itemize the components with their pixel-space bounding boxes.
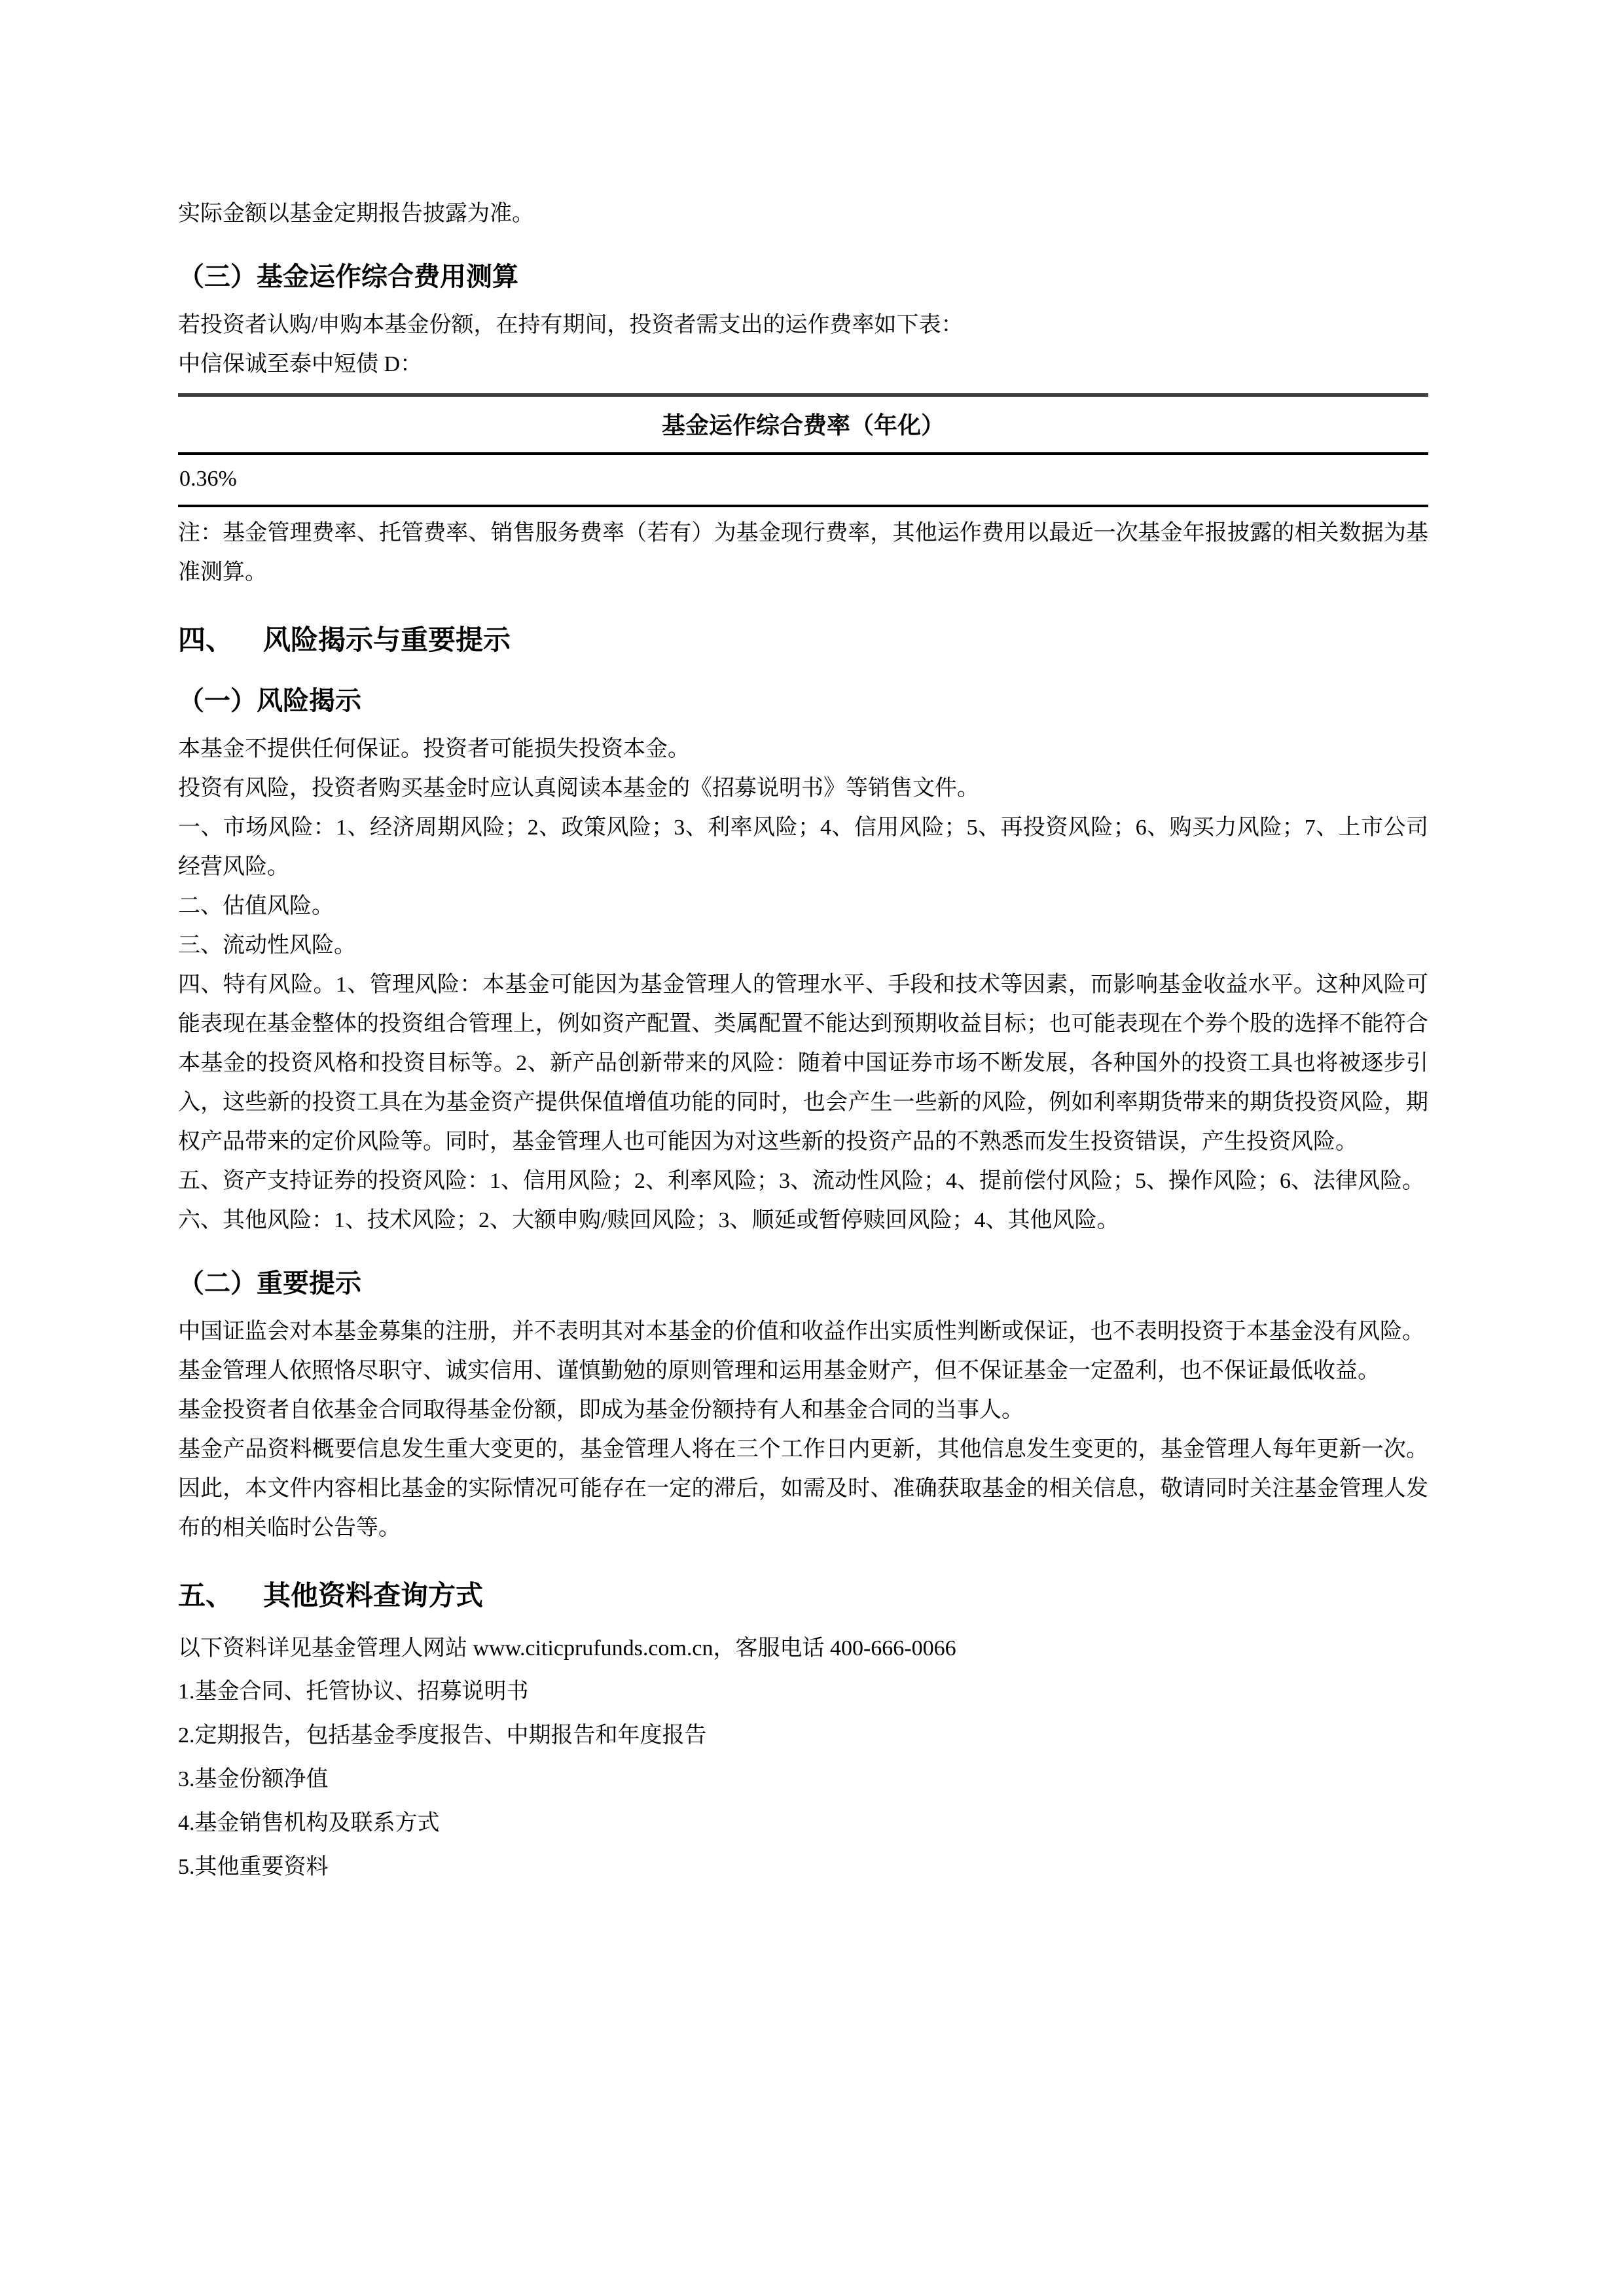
section5-title: 其他资料查询方式: [263, 1580, 484, 1611]
important-notice-heading: （二）重要提示: [178, 1269, 361, 1298]
section4-title: 风险揭示与重要提示: [263, 624, 511, 655]
risk-paragraph: 一、市场风险：1、经济周期风险；2、政策风险；3、利率风险；4、信用风险；5、再投资风险；6、购买力风险；7、上市公司经营风险。: [178, 816, 1428, 879]
risk-paragraph: 二、估值风险。: [178, 894, 334, 918]
fee-table-header-row: [178, 395, 1428, 454]
resource-item: 4.基金销售机构及联系方式: [178, 1811, 440, 1835]
fee-note: 注：基金管理费率、托管费率、销售服务费率（若有）为基金现行费率，其他运作费用以最近一次基金年报披露的相关数据为基准测算。: [178, 521, 1428, 584]
notice-paragraph: 中国证监会对本基金募集的注册，并不表明其对本基金的价值和收益作出实质性判断或保证，也不表明投资于本基金没有风险。: [178, 1319, 1424, 1344]
section3-heading: （三）基金运作综合费用测算: [178, 262, 518, 291]
contact-info-line: 以下资料详见基金管理人网站 www.citicprufunds.com.cn，客服电话 400-666-0066: [178, 1636, 956, 1660]
risk-paragraph: 本基金不提供任何保证。投资者可能损失投资本金。: [178, 737, 690, 761]
fee-table: [178, 393, 1428, 507]
notice-paragraph: 基金管理人依照恪尽职守、诚实信用、谨慎勤勉的原则管理和运用基金财产，但不保证基金一定盈利，也不保证最低收益。: [178, 1359, 1380, 1383]
risk-paragraph: 投资有风险，投资者购买基金时应认真阅读本基金的《招募说明书》等销售文件。: [178, 776, 979, 800]
fund-class-line: 中信保诚至泰中短债 D：: [178, 352, 423, 376]
fee-rate-header: 基金运作综合费率（年化）: [178, 395, 1428, 454]
resource-item: 1.基金合同、托管协议、招募说明书: [178, 1679, 529, 1704]
notice-paragraph: 基金产品资料概要信息发生重大变更的，基金管理人将在三个工作日内更新，其他信息发生变更的，基金管理人每年更新一次。因此，本文件内容相比基金的实际情况可能存在一定的滞后，如需及时、准确获取基金的相关信息，敬请同时关注基金管理人发布的相关临时公告等。: [178, 1437, 1428, 1540]
section5-heading: [178, 1578, 1428, 1613]
risk-paragraph: 六、其他风险：1、技术风险；2、大额申购/赎回风险；3、顺延或暂停赎回风险；4、其他风险。: [178, 1208, 1119, 1232]
risk-disclosure-heading: （一）风险揭示: [178, 687, 361, 715]
fee-rate-value: 0.36%: [178, 454, 1428, 506]
risk-paragraph: 四、特有风险。1、管理风险：本基金可能因为基金管理人的管理水平、手段和技术等因素，而影响基金收益水平。这种风险可能表现在基金整体的投资组合管理上，例如资产配置、类属配置不能达到预期收益目标；也可能表现在个券个股的选择不能符合本基金的投资风格和投资目标等。2、新产品创新带来的风险：随着中国证券市场不断发展，各种国外的投资工具也将被逐步引入，这些新的投资工具在为基金资产提供保值增值功能的同时，也会产生一些新的风险，例如利率期货带来的期货投资风险，期权产品带来的定价风险等。同时，基金管理人也可能因为对这些新的投资产品的不熟悉而发生投资错误，产生投资风险。: [178, 973, 1428, 1154]
resource-item: 5.其他重要资料: [178, 1855, 329, 1879]
fee-intro-paragraph: 若投资者认购/申购本基金份额，在持有期间，投资者需支出的运作费率如下表：: [178, 313, 964, 337]
section4-number: 四、: [178, 624, 234, 655]
notice-paragraph: 基金投资者自依基金合同取得基金份额，即成为基金份额持有人和基金合同的当事人。: [178, 1398, 1024, 1422]
closing-line: 实际金额以基金定期报告披露为准。: [178, 202, 534, 226]
risk-paragraph: 三、流动性风险。: [178, 933, 356, 958]
table-row: [178, 454, 1428, 506]
resource-item: 2.定期报告，包括基金季度报告、中期报告和年度报告: [178, 1723, 707, 1748]
resource-item: 3.基金份额净值: [178, 1767, 329, 1791]
section5-number: 五、: [178, 1580, 234, 1611]
risk-paragraph: 五、资产支持证券的投资风险：1、信用风险；2、利率风险；3、流动性风险；4、提前偿付风险；5、操作风险；6、法律风险。: [178, 1169, 1424, 1193]
section4-heading: [178, 622, 1428, 658]
document-content: [178, 194, 1428, 1892]
